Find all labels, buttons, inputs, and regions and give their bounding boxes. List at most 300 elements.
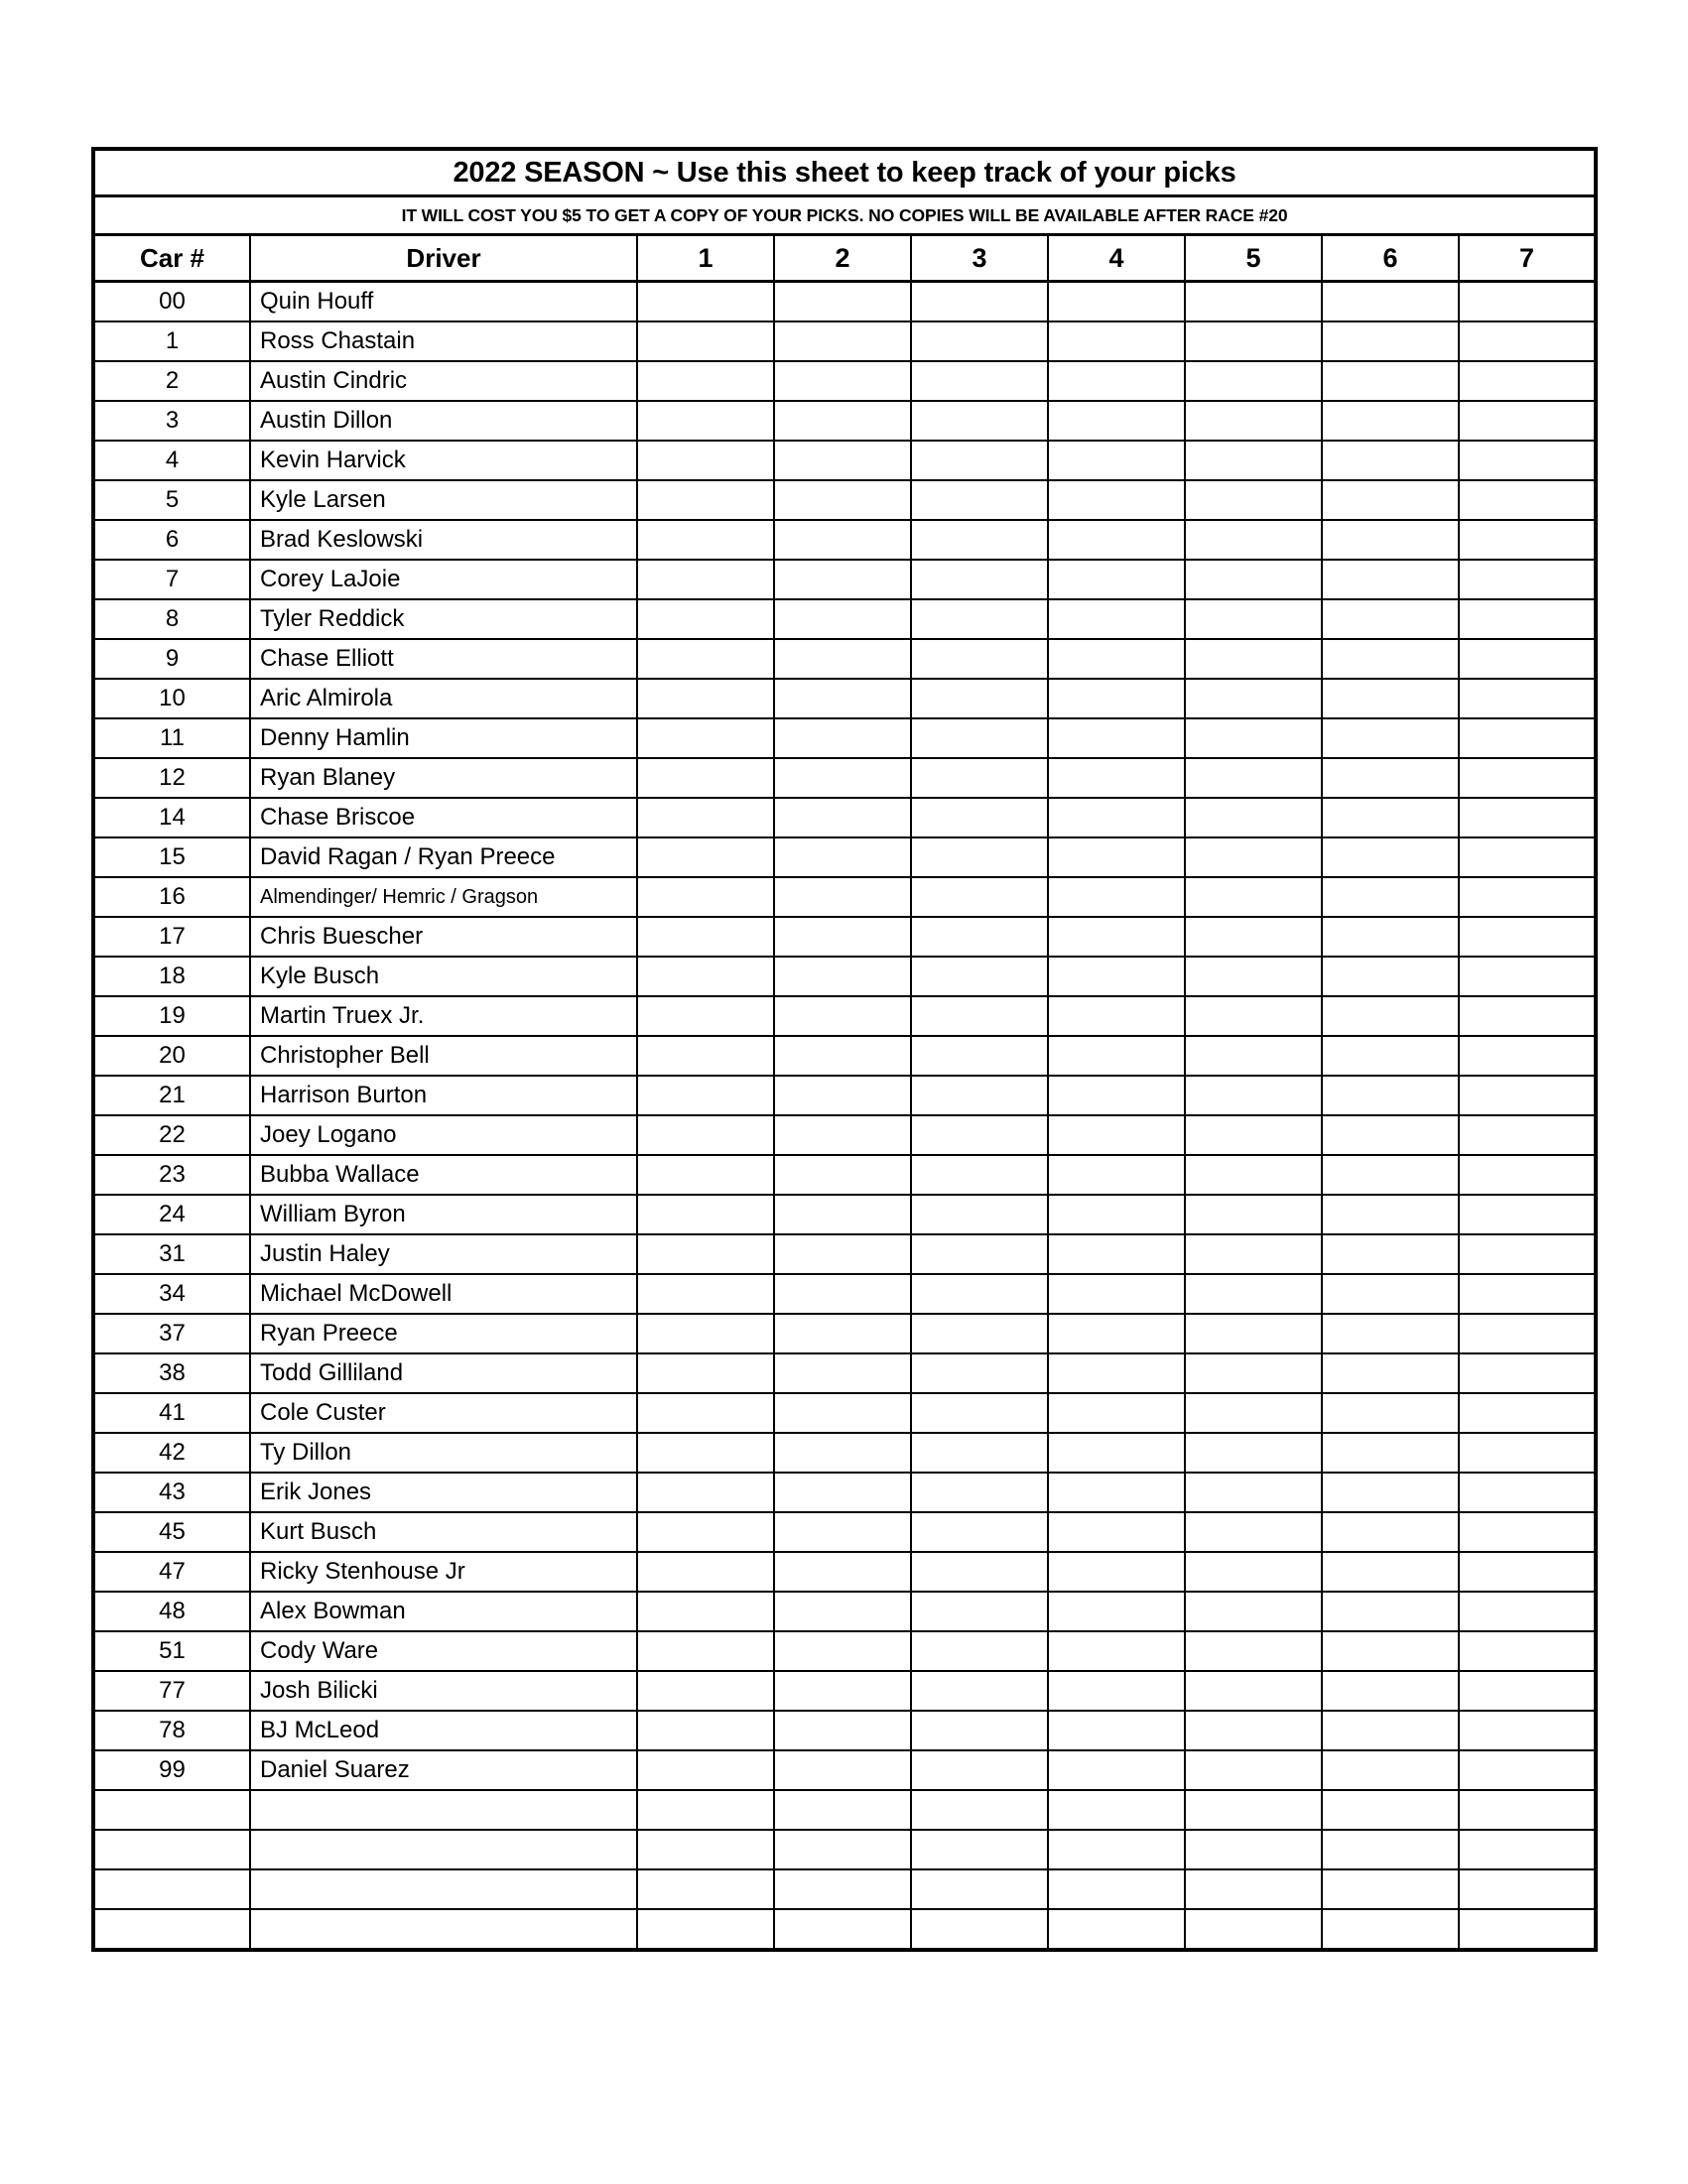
car-number-cell[interactable]: 5 (93, 480, 250, 520)
pick-cell-1[interactable] (637, 560, 774, 599)
pick-cell-7[interactable] (1459, 441, 1596, 480)
pick-cell-2[interactable] (774, 1274, 911, 1314)
pick-cell-5[interactable] (1185, 837, 1322, 877)
pick-cell-5[interactable] (1185, 1155, 1322, 1195)
pick-cell-6[interactable] (1322, 1195, 1459, 1234)
pick-cell-2[interactable] (774, 401, 911, 441)
pick-cell-5[interactable] (1185, 758, 1322, 798)
pick-cell-6[interactable] (1322, 1433, 1459, 1473)
pick-cell-5[interactable] (1185, 1076, 1322, 1115)
pick-cell-5[interactable] (1185, 1552, 1322, 1592)
pick-cell-2[interactable] (774, 1353, 911, 1393)
pick-cell-2[interactable] (774, 1552, 911, 1592)
pick-cell-7[interactable] (1459, 1750, 1596, 1790)
car-number-cell[interactable]: 99 (93, 1750, 250, 1790)
pick-cell-6[interactable] (1322, 837, 1459, 877)
pick-cell-2[interactable] (774, 1195, 911, 1234)
pick-cell-1[interactable] (637, 679, 774, 718)
pick-cell-4[interactable] (1048, 877, 1185, 917)
pick-cell-6[interactable] (1322, 1076, 1459, 1115)
pick-cell-2[interactable] (774, 599, 911, 639)
driver-name-cell[interactable]: Christopher Bell (250, 1036, 637, 1076)
pick-cell-4[interactable] (1048, 996, 1185, 1036)
pick-cell-1[interactable] (637, 361, 774, 401)
car-number-cell[interactable]: 19 (93, 996, 250, 1036)
pick-cell-7[interactable] (1459, 1830, 1596, 1869)
pick-cell-1[interactable] (637, 520, 774, 560)
car-number-cell[interactable]: 34 (93, 1274, 250, 1314)
pick-cell-2[interactable] (774, 718, 911, 758)
pick-cell-5[interactable] (1185, 1830, 1322, 1869)
car-number-cell[interactable]: 38 (93, 1353, 250, 1393)
driver-name-cell[interactable]: Tyler Reddick (250, 599, 637, 639)
pick-cell-4[interactable] (1048, 1234, 1185, 1274)
pick-cell-7[interactable] (1459, 1433, 1596, 1473)
pick-cell-5[interactable] (1185, 1195, 1322, 1234)
pick-cell-4[interactable] (1048, 639, 1185, 679)
pick-cell-4[interactable] (1048, 1274, 1185, 1314)
pick-cell-1[interactable] (637, 441, 774, 480)
pick-cell-3[interactable] (911, 1473, 1048, 1512)
car-number-cell[interactable] (93, 1909, 250, 1950)
pick-cell-5[interactable] (1185, 1473, 1322, 1512)
pick-cell-5[interactable] (1185, 996, 1322, 1036)
pick-cell-6[interactable] (1322, 1552, 1459, 1592)
pick-cell-7[interactable] (1459, 718, 1596, 758)
car-number-cell[interactable]: 17 (93, 917, 250, 957)
pick-cell-5[interactable] (1185, 1869, 1322, 1909)
pick-cell-3[interactable] (911, 1512, 1048, 1552)
pick-cell-4[interactable] (1048, 321, 1185, 361)
pick-cell-4[interactable] (1048, 1195, 1185, 1234)
driver-name-cell[interactable] (250, 1790, 637, 1830)
pick-cell-5[interactable] (1185, 1512, 1322, 1552)
pick-cell-4[interactable] (1048, 401, 1185, 441)
driver-name-cell[interactable]: Brad Keslowski (250, 520, 637, 560)
pick-cell-6[interactable] (1322, 1353, 1459, 1393)
pick-cell-1[interactable] (637, 758, 774, 798)
pick-cell-1[interactable] (637, 1671, 774, 1711)
pick-cell-6[interactable] (1322, 1155, 1459, 1195)
pick-cell-4[interactable] (1048, 1750, 1185, 1790)
car-number-cell[interactable]: 48 (93, 1592, 250, 1631)
driver-name-cell[interactable]: Ryan Preece (250, 1314, 637, 1353)
pick-cell-2[interactable] (774, 1512, 911, 1552)
pick-cell-5[interactable] (1185, 1353, 1322, 1393)
car-number-cell[interactable]: 78 (93, 1711, 250, 1750)
pick-cell-7[interactable] (1459, 1076, 1596, 1115)
pick-cell-6[interactable] (1322, 679, 1459, 718)
driver-name-cell[interactable]: Almendinger/ Hemric / Gragson (250, 877, 637, 917)
pick-cell-7[interactable] (1459, 1155, 1596, 1195)
pick-cell-6[interactable] (1322, 718, 1459, 758)
pick-cell-4[interactable] (1048, 1592, 1185, 1631)
pick-cell-4[interactable] (1048, 1711, 1185, 1750)
pick-cell-5[interactable] (1185, 917, 1322, 957)
pick-cell-3[interactable] (911, 798, 1048, 837)
pick-cell-1[interactable] (637, 1115, 774, 1155)
pick-cell-3[interactable] (911, 837, 1048, 877)
driver-name-cell[interactable]: Ty Dillon (250, 1433, 637, 1473)
pick-cell-6[interactable] (1322, 520, 1459, 560)
pick-cell-2[interactable] (774, 441, 911, 480)
pick-cell-7[interactable] (1459, 957, 1596, 996)
pick-cell-2[interactable] (774, 282, 911, 322)
pick-cell-2[interactable] (774, 1671, 911, 1711)
pick-cell-2[interactable] (774, 957, 911, 996)
pick-cell-4[interactable] (1048, 1036, 1185, 1076)
driver-name-cell[interactable]: William Byron (250, 1195, 637, 1234)
pick-cell-3[interactable] (911, 1393, 1048, 1433)
pick-cell-3[interactable] (911, 1711, 1048, 1750)
pick-cell-3[interactable] (911, 1671, 1048, 1711)
driver-name-cell[interactable]: Kurt Busch (250, 1512, 637, 1552)
car-number-cell[interactable]: 4 (93, 441, 250, 480)
pick-cell-6[interactable] (1322, 1036, 1459, 1076)
pick-cell-3[interactable] (911, 917, 1048, 957)
pick-cell-6[interactable] (1322, 1711, 1459, 1750)
car-number-cell[interactable]: 23 (93, 1155, 250, 1195)
pick-cell-3[interactable] (911, 679, 1048, 718)
pick-cell-6[interactable] (1322, 599, 1459, 639)
pick-cell-1[interactable] (637, 1909, 774, 1950)
pick-cell-3[interactable] (911, 639, 1048, 679)
pick-cell-5[interactable] (1185, 798, 1322, 837)
pick-cell-3[interactable] (911, 758, 1048, 798)
pick-cell-4[interactable] (1048, 1473, 1185, 1512)
pick-cell-7[interactable] (1459, 1036, 1596, 1076)
pick-cell-1[interactable] (637, 877, 774, 917)
driver-name-cell[interactable]: Michael McDowell (250, 1274, 637, 1314)
car-number-cell[interactable]: 8 (93, 599, 250, 639)
pick-cell-7[interactable] (1459, 1790, 1596, 1830)
car-number-cell[interactable]: 24 (93, 1195, 250, 1234)
pick-cell-3[interactable] (911, 1076, 1048, 1115)
pick-cell-7[interactable] (1459, 679, 1596, 718)
pick-cell-1[interactable] (637, 1314, 774, 1353)
pick-cell-3[interactable] (911, 1631, 1048, 1671)
pick-cell-1[interactable] (637, 837, 774, 877)
pick-cell-5[interactable] (1185, 599, 1322, 639)
pick-cell-7[interactable] (1459, 1592, 1596, 1631)
pick-cell-5[interactable] (1185, 560, 1322, 599)
pick-cell-7[interactable] (1459, 599, 1596, 639)
pick-cell-4[interactable] (1048, 917, 1185, 957)
pick-cell-4[interactable] (1048, 1314, 1185, 1353)
pick-cell-6[interactable] (1322, 1790, 1459, 1830)
pick-cell-3[interactable] (911, 441, 1048, 480)
pick-cell-1[interactable] (637, 1592, 774, 1631)
pick-cell-6[interactable] (1322, 1671, 1459, 1711)
pick-cell-7[interactable] (1459, 1909, 1596, 1950)
pick-cell-4[interactable] (1048, 599, 1185, 639)
pick-cell-3[interactable] (911, 1036, 1048, 1076)
car-number-cell[interactable]: 22 (93, 1115, 250, 1155)
car-number-cell[interactable]: 1 (93, 321, 250, 361)
pick-cell-5[interactable] (1185, 361, 1322, 401)
pick-cell-1[interactable] (637, 599, 774, 639)
pick-cell-1[interactable] (637, 401, 774, 441)
pick-cell-7[interactable] (1459, 1234, 1596, 1274)
pick-cell-4[interactable] (1048, 1790, 1185, 1830)
pick-cell-5[interactable] (1185, 282, 1322, 322)
pick-cell-7[interactable] (1459, 1631, 1596, 1671)
pick-cell-1[interactable] (637, 1195, 774, 1234)
driver-name-cell[interactable]: Kevin Harvick (250, 441, 637, 480)
driver-name-cell[interactable]: Josh Bilicki (250, 1671, 637, 1711)
pick-cell-3[interactable] (911, 1830, 1048, 1869)
car-number-cell[interactable]: 47 (93, 1552, 250, 1592)
pick-cell-2[interactable] (774, 877, 911, 917)
car-number-cell[interactable]: 21 (93, 1076, 250, 1115)
pick-cell-7[interactable] (1459, 837, 1596, 877)
pick-cell-1[interactable] (637, 1393, 774, 1433)
car-number-cell[interactable]: 10 (93, 679, 250, 718)
pick-cell-6[interactable] (1322, 877, 1459, 917)
pick-cell-4[interactable] (1048, 1909, 1185, 1950)
driver-name-cell[interactable]: Martin Truex Jr. (250, 996, 637, 1036)
driver-name-cell[interactable]: Cole Custer (250, 1393, 637, 1433)
pick-cell-4[interactable] (1048, 758, 1185, 798)
driver-name-cell[interactable]: Erik Jones (250, 1473, 637, 1512)
pick-cell-4[interactable] (1048, 1076, 1185, 1115)
pick-cell-2[interactable] (774, 361, 911, 401)
pick-cell-2[interactable] (774, 1036, 911, 1076)
pick-cell-4[interactable] (1048, 1869, 1185, 1909)
pick-cell-3[interactable] (911, 1353, 1048, 1393)
pick-cell-2[interactable] (774, 1234, 911, 1274)
driver-name-cell[interactable]: Aric Almirola (250, 679, 637, 718)
pick-cell-3[interactable] (911, 996, 1048, 1036)
pick-cell-6[interactable] (1322, 1314, 1459, 1353)
pick-cell-4[interactable] (1048, 1393, 1185, 1433)
pick-cell-1[interactable] (637, 1473, 774, 1512)
pick-cell-2[interactable] (774, 1631, 911, 1671)
pick-cell-1[interactable] (637, 1552, 774, 1592)
car-number-cell[interactable]: 9 (93, 639, 250, 679)
pick-cell-1[interactable] (637, 282, 774, 322)
car-number-cell[interactable]: 77 (93, 1671, 250, 1711)
pick-cell-3[interactable] (911, 1909, 1048, 1950)
car-number-cell[interactable]: 31 (93, 1234, 250, 1274)
driver-name-cell[interactable] (250, 1830, 637, 1869)
pick-cell-3[interactable] (911, 480, 1048, 520)
driver-name-cell[interactable]: Kyle Busch (250, 957, 637, 996)
car-number-cell[interactable]: 20 (93, 1036, 250, 1076)
pick-cell-6[interactable] (1322, 639, 1459, 679)
car-number-cell[interactable] (93, 1790, 250, 1830)
car-number-cell[interactable]: 14 (93, 798, 250, 837)
driver-name-cell[interactable]: Alex Bowman (250, 1592, 637, 1631)
car-number-cell[interactable]: 51 (93, 1631, 250, 1671)
pick-cell-7[interactable] (1459, 758, 1596, 798)
driver-name-cell[interactable]: Corey LaJoie (250, 560, 637, 599)
pick-cell-3[interactable] (911, 718, 1048, 758)
pick-cell-1[interactable] (637, 321, 774, 361)
pick-cell-1[interactable] (637, 718, 774, 758)
pick-cell-6[interactable] (1322, 917, 1459, 957)
pick-cell-3[interactable] (911, 1433, 1048, 1473)
pick-cell-5[interactable] (1185, 1036, 1322, 1076)
pick-cell-1[interactable] (637, 1711, 774, 1750)
pick-cell-1[interactable] (637, 1869, 774, 1909)
pick-cell-3[interactable] (911, 1234, 1048, 1274)
pick-cell-2[interactable] (774, 996, 911, 1036)
pick-cell-2[interactable] (774, 1393, 911, 1433)
driver-name-cell[interactable]: Harrison Burton (250, 1076, 637, 1115)
pick-cell-5[interactable] (1185, 1234, 1322, 1274)
pick-cell-2[interactable] (774, 1711, 911, 1750)
car-number-cell[interactable]: 16 (93, 877, 250, 917)
pick-cell-2[interactable] (774, 1155, 911, 1195)
driver-name-cell[interactable]: Ricky Stenhouse Jr (250, 1552, 637, 1592)
pick-cell-4[interactable] (1048, 1433, 1185, 1473)
pick-cell-7[interactable] (1459, 520, 1596, 560)
car-number-cell[interactable]: 12 (93, 758, 250, 798)
pick-cell-7[interactable] (1459, 1353, 1596, 1393)
pick-cell-7[interactable] (1459, 1512, 1596, 1552)
pick-cell-2[interactable] (774, 1314, 911, 1353)
car-number-cell[interactable] (93, 1830, 250, 1869)
pick-cell-1[interactable] (637, 996, 774, 1036)
pick-cell-3[interactable] (911, 560, 1048, 599)
car-number-cell[interactable] (93, 1869, 250, 1909)
pick-cell-3[interactable] (911, 321, 1048, 361)
pick-cell-6[interactable] (1322, 282, 1459, 322)
pick-cell-6[interactable] (1322, 321, 1459, 361)
pick-cell-4[interactable] (1048, 957, 1185, 996)
driver-name-cell[interactable]: Kyle Larsen (250, 480, 637, 520)
driver-name-cell[interactable]: Justin Haley (250, 1234, 637, 1274)
pick-cell-3[interactable] (911, 1274, 1048, 1314)
pick-cell-2[interactable] (774, 798, 911, 837)
pick-cell-5[interactable] (1185, 1631, 1322, 1671)
pick-cell-3[interactable] (911, 1195, 1048, 1234)
pick-cell-7[interactable] (1459, 401, 1596, 441)
pick-cell-6[interactable] (1322, 758, 1459, 798)
pick-cell-3[interactable] (911, 957, 1048, 996)
driver-name-cell[interactable]: Austin Cindric (250, 361, 637, 401)
pick-cell-1[interactable] (637, 1512, 774, 1552)
driver-name-cell[interactable]: Bubba Wallace (250, 1155, 637, 1195)
pick-cell-1[interactable] (637, 1234, 774, 1274)
driver-name-cell[interactable]: Daniel Suarez (250, 1750, 637, 1790)
pick-cell-3[interactable] (911, 1790, 1048, 1830)
pick-cell-2[interactable] (774, 480, 911, 520)
pick-cell-1[interactable] (637, 1830, 774, 1869)
pick-cell-2[interactable] (774, 560, 911, 599)
pick-cell-7[interactable] (1459, 1274, 1596, 1314)
pick-cell-7[interactable] (1459, 1711, 1596, 1750)
car-number-cell[interactable]: 00 (93, 282, 250, 322)
driver-name-cell[interactable]: David Ragan / Ryan Preece (250, 837, 637, 877)
pick-cell-4[interactable] (1048, 718, 1185, 758)
pick-cell-3[interactable] (911, 282, 1048, 322)
car-number-cell[interactable]: 41 (93, 1393, 250, 1433)
pick-cell-5[interactable] (1185, 679, 1322, 718)
driver-name-cell[interactable]: Austin Dillon (250, 401, 637, 441)
pick-cell-5[interactable] (1185, 441, 1322, 480)
driver-name-cell[interactable]: Ross Chastain (250, 321, 637, 361)
pick-cell-7[interactable] (1459, 282, 1596, 322)
pick-cell-2[interactable] (774, 321, 911, 361)
pick-cell-7[interactable] (1459, 560, 1596, 599)
pick-cell-5[interactable] (1185, 1115, 1322, 1155)
pick-cell-4[interactable] (1048, 1631, 1185, 1671)
pick-cell-6[interactable] (1322, 560, 1459, 599)
pick-cell-2[interactable] (774, 1869, 911, 1909)
pick-cell-5[interactable] (1185, 1393, 1322, 1433)
driver-name-cell[interactable]: Joey Logano (250, 1115, 637, 1155)
pick-cell-5[interactable] (1185, 1433, 1322, 1473)
pick-cell-7[interactable] (1459, 877, 1596, 917)
pick-cell-5[interactable] (1185, 520, 1322, 560)
pick-cell-6[interactable] (1322, 1115, 1459, 1155)
pick-cell-3[interactable] (911, 1750, 1048, 1790)
pick-cell-3[interactable] (911, 1155, 1048, 1195)
driver-name-cell[interactable]: Ryan Blaney (250, 758, 637, 798)
driver-name-cell[interactable]: Cody Ware (250, 1631, 637, 1671)
driver-name-cell[interactable]: Quin Houff (250, 282, 637, 322)
pick-cell-2[interactable] (774, 917, 911, 957)
pick-cell-2[interactable] (774, 639, 911, 679)
pick-cell-7[interactable] (1459, 1314, 1596, 1353)
pick-cell-7[interactable] (1459, 1393, 1596, 1433)
pick-cell-4[interactable] (1048, 1353, 1185, 1393)
pick-cell-5[interactable] (1185, 1592, 1322, 1631)
car-number-cell[interactable]: 3 (93, 401, 250, 441)
pick-cell-6[interactable] (1322, 1869, 1459, 1909)
pick-cell-4[interactable] (1048, 520, 1185, 560)
pick-cell-2[interactable] (774, 1115, 911, 1155)
pick-cell-6[interactable] (1322, 1592, 1459, 1631)
pick-cell-6[interactable] (1322, 1750, 1459, 1790)
pick-cell-1[interactable] (637, 1353, 774, 1393)
pick-cell-5[interactable] (1185, 1671, 1322, 1711)
car-number-cell[interactable]: 43 (93, 1473, 250, 1512)
car-number-cell[interactable]: 7 (93, 560, 250, 599)
pick-cell-4[interactable] (1048, 1552, 1185, 1592)
pick-cell-6[interactable] (1322, 480, 1459, 520)
pick-cell-6[interactable] (1322, 1830, 1459, 1869)
pick-cell-2[interactable] (774, 679, 911, 718)
pick-cell-4[interactable] (1048, 1671, 1185, 1711)
pick-cell-6[interactable] (1322, 441, 1459, 480)
pick-cell-6[interactable] (1322, 1473, 1459, 1512)
pick-cell-6[interactable] (1322, 1909, 1459, 1950)
pick-cell-7[interactable] (1459, 1869, 1596, 1909)
pick-cell-4[interactable] (1048, 361, 1185, 401)
pick-cell-3[interactable] (911, 1592, 1048, 1631)
car-number-cell[interactable]: 18 (93, 957, 250, 996)
driver-name-cell[interactable]: Todd Gilliland (250, 1353, 637, 1393)
car-number-cell[interactable]: 15 (93, 837, 250, 877)
pick-cell-7[interactable] (1459, 480, 1596, 520)
pick-cell-7[interactable] (1459, 1473, 1596, 1512)
car-number-cell[interactable]: 42 (93, 1433, 250, 1473)
pick-cell-2[interactable] (774, 1830, 911, 1869)
pick-cell-1[interactable] (637, 1036, 774, 1076)
driver-name-cell[interactable]: Chase Briscoe (250, 798, 637, 837)
pick-cell-6[interactable] (1322, 1274, 1459, 1314)
pick-cell-3[interactable] (911, 1115, 1048, 1155)
driver-name-cell[interactable] (250, 1909, 637, 1950)
pick-cell-2[interactable] (774, 837, 911, 877)
pick-cell-3[interactable] (911, 520, 1048, 560)
pick-cell-5[interactable] (1185, 639, 1322, 679)
pick-cell-1[interactable] (637, 1631, 774, 1671)
pick-cell-1[interactable] (637, 798, 774, 837)
